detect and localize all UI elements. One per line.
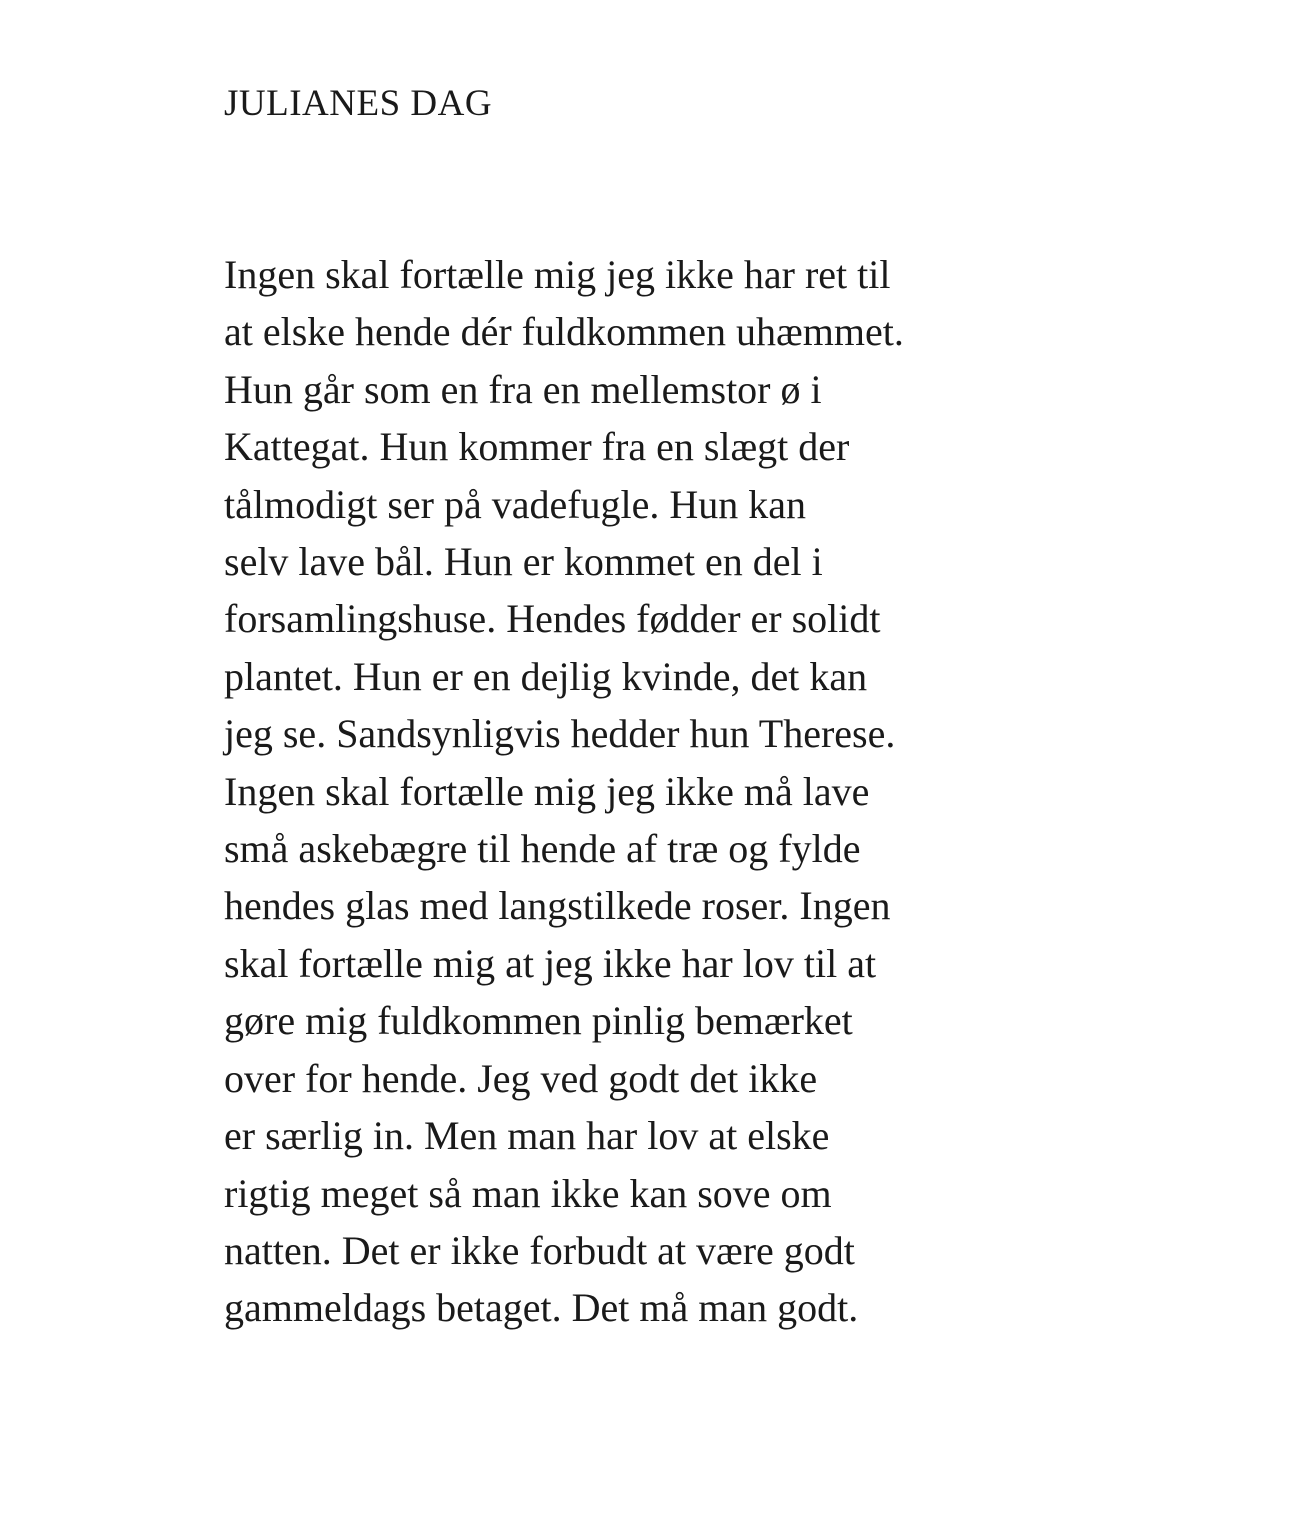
poem-line: hendes glas med langstilkede roser. Ingen [224,883,891,929]
poem-line: gøre mig fuldkommen pinlig bemærket [224,998,853,1044]
poem-line: jeg se. Sandsynligvis hedder hun Therese. [224,711,896,757]
poem-line: skal fortælle mig at jeg ikke har lov til at [224,940,877,986]
poem-line: tålmodigt ser på vadefugle. Hun kan [224,481,807,527]
poem-line: Hun går som en fra en mellemstor ø i [224,366,822,412]
poem-line: at elske hende dér fuldkommen uhæmmet. [224,309,904,355]
poem-line: Ingen skal fortælle mig jeg ikke har ret til [224,252,891,297]
poem-line: Ingen skal fortælle mig jeg ikke må lave [224,768,870,814]
poem-line: Kattegat. Hun kommer fra en slægt der [224,424,850,470]
poem-title: JULIANES DAG [224,83,493,124]
poem-line: over for hende. Jeg ved godt det ikke [224,1055,818,1101]
poem-line: små askebægre til hende af træ og fylde [224,826,861,872]
poem-body [224,246,1184,1337]
poem-line: plantet. Hun er en dejlig kvinde, det kan [224,653,868,699]
poem-line: selv lave bål. Hun er kommet en del i [224,539,823,585]
poem-line: er særlig in. Men man har lov at elske [224,1113,830,1159]
poem-line: rigtig meget så man ikke kan sove om [224,1170,832,1216]
poem-line: forsamlingshuse. Hendes fødder er solidt [224,596,881,642]
poem-line: natten. Det er ikke forbudt at være godt [224,1227,855,1273]
poem-line: gammeldags betaget. Det må man godt. [224,1285,859,1331]
